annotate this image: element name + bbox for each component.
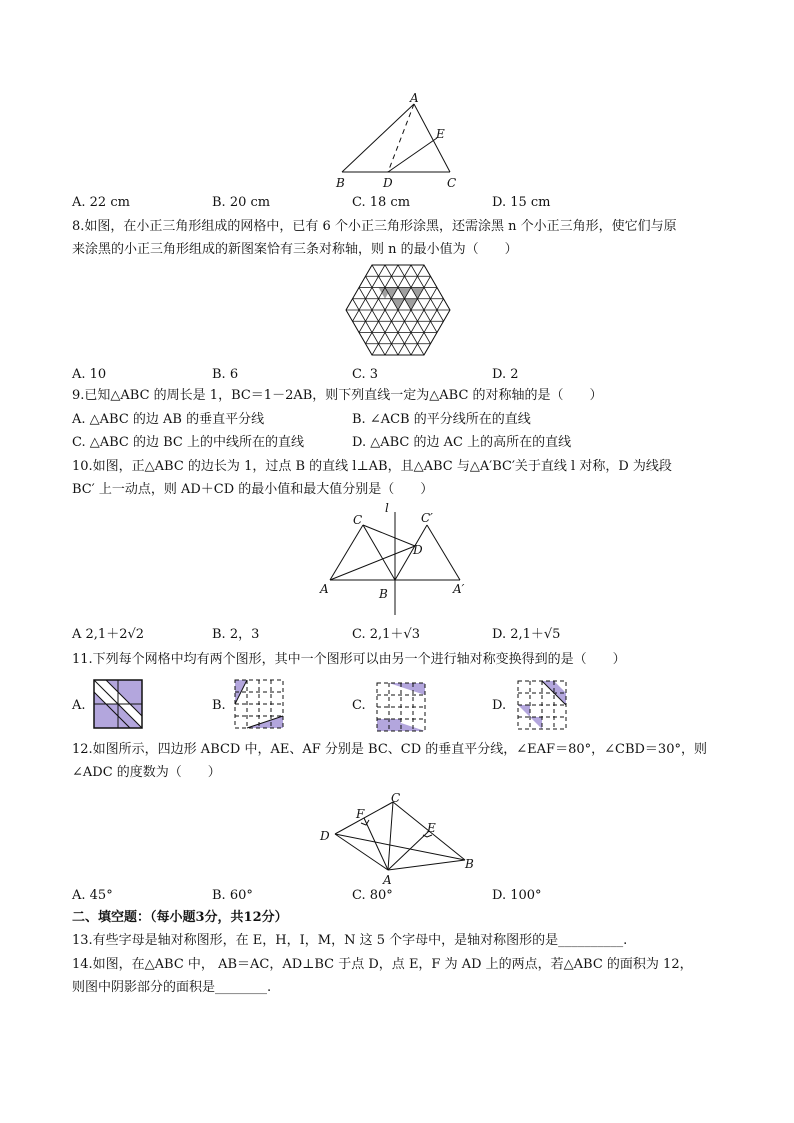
q8-text-line1: 8.如图，在小正三角形组成的网格中，已有 6 个小正三角形涂黑，还需涂黑 n 个小正三角形，使它们与原 <box>72 219 677 234</box>
shaded-triangle <box>392 299 405 310</box>
q10-option-c: C. 2,1＋√3 <box>352 627 420 642</box>
q10-label-d: D <box>413 543 423 557</box>
grid-line <box>338 262 368 362</box>
q12-label-f: F <box>356 807 365 821</box>
grid-line <box>338 262 458 362</box>
q10-option-b: B. 2，3 <box>212 627 260 642</box>
grid-line <box>415 262 458 362</box>
q8-option-a: A. 10 <box>72 367 107 382</box>
q12-option-a: A. 45° <box>72 888 113 903</box>
grid-line <box>338 262 381 362</box>
grid-line <box>415 262 458 362</box>
q12-quadrilateral-figure <box>315 790 485 886</box>
q8-option-b: B. 6 <box>212 367 239 382</box>
q12-label-e: E <box>427 821 436 835</box>
q8-text-line2: 来涂黑的小正三角形组成的新图案恰有三条对称轴，则 n 的最小值为（ ） <box>72 242 518 257</box>
grid-line <box>338 262 458 362</box>
grid-line <box>338 262 458 362</box>
q9-option-b: B. ∠ACB 的平分线所在的直线 <box>352 412 531 427</box>
grid-line <box>338 262 433 362</box>
grid-line <box>338 262 458 362</box>
q7-option-d: D. 15 cm <box>492 195 551 210</box>
q8-option-c: C. 3 <box>352 367 379 382</box>
grid-line <box>338 262 458 362</box>
q10-text-line2: BC′ 上一动点，则 AD＋CD 的最小值和最大值分别是（ ） <box>72 482 434 497</box>
q12-option-c: C. 80° <box>352 888 393 903</box>
q12-label-b: B <box>465 857 474 871</box>
q10-label-b: B <box>379 587 388 601</box>
q10-label-cp: C′ <box>421 511 433 525</box>
grid-line <box>338 262 433 362</box>
q10-label-a: A <box>320 582 329 596</box>
q12-text-line1: 12.如图所示，四边形 ABCD 中，AE、AF 分别是 BC、CD 的垂直平分线，∠EAF＝80°，∠CBD＝30°，则 <box>72 742 707 757</box>
q10-label-l: l <box>385 501 389 515</box>
grid-line <box>338 262 381 362</box>
shaded-triangle <box>398 287 411 298</box>
q7-label-d: D <box>383 176 393 190</box>
grid-line <box>338 262 458 362</box>
q7-option-c: C. 18 cm <box>352 195 411 210</box>
q14-text-line2: 则图中阴影部分的面积是________. <box>72 980 272 995</box>
q7-label-c: C <box>447 176 457 190</box>
q12-label-c: C <box>391 791 401 805</box>
grid-line <box>428 262 458 362</box>
section2-title: 二、填空题：（每小题3分，共12分） <box>72 910 288 925</box>
q11-grid-c-figure <box>375 681 427 733</box>
q9-option-a: A. △ABC 的边 AB 的垂直平分线 <box>72 412 265 427</box>
shaded-triangle <box>405 299 418 310</box>
q11-option-a: A. <box>72 698 86 713</box>
q7-option-b: B. 20 cm <box>212 195 271 210</box>
q7-option-a: A. 22 cm <box>72 195 130 210</box>
q9-option-d: D. △ABC 的边 AC 上的高所在的直线 <box>352 435 572 450</box>
q7-label-a: A <box>410 92 419 105</box>
q11-option-c: C. <box>352 698 366 713</box>
grid-line <box>338 262 458 362</box>
q7-label-e: E <box>436 127 445 141</box>
grid-line <box>428 262 458 362</box>
grid-line <box>338 262 458 362</box>
q10-symmetry-figure <box>315 500 475 618</box>
grid-line <box>338 262 458 362</box>
q10-option-a: A 2,1＋2√2 <box>72 627 145 642</box>
q10-option-d: D. 2,1＋√5 <box>492 627 561 642</box>
q8-option-d: D. 2 <box>492 367 519 382</box>
q7-triangle-figure <box>330 92 465 192</box>
q10-label-ap: A′ <box>453 582 465 596</box>
grid-line <box>363 262 458 362</box>
grid-line <box>338 262 458 362</box>
q14-text-line1: 14.如图，在△ABC 中， AB＝AC，AD⊥BC 于点 D，点 E，F 为 AD 上的两点，若△ABC 的面积为 12， <box>72 957 693 972</box>
q12-label-d: D <box>320 829 330 843</box>
q12-option-d: D. 100° <box>492 888 542 903</box>
q10-text-line1: 10.如图，正△ABC 的边长为 1，过点 B 的直线 l⊥AB，且△ABC 与△A′BC′关于直线 l 对称，D 为线段 <box>72 459 672 474</box>
q12-option-b: B. 60° <box>212 888 253 903</box>
q10-label-c: C <box>353 513 363 527</box>
q11-option-b: B. <box>212 698 226 713</box>
q9-option-c: C. △ABC 的边 BC 上的中线所在的直线 <box>72 435 305 450</box>
q11-grid-b-figure <box>233 678 285 730</box>
q12-text-line2: ∠ADC 的度数为（ ） <box>72 765 221 780</box>
q12-label-a: A <box>383 873 392 886</box>
grid-line <box>338 262 368 362</box>
q11-option-d: D. <box>492 698 507 713</box>
q9-text-line1: 9.已知△ABC 的周长是 1，BC＝1－2AB，则下列直线一定为△ABC 的对称轴的是（ ） <box>72 388 603 403</box>
grid-line <box>338 262 458 362</box>
q11-grid-a-figure <box>92 678 144 730</box>
grid-line <box>338 262 458 362</box>
q11-grid-d-figure <box>516 679 568 731</box>
grid-line <box>363 262 458 362</box>
shaded-triangle <box>411 287 424 298</box>
q13-text-line1: 13.有些字母是轴对称图形，在 E，H，I，M，N 这 5 个字母中，是轴对称图形的是__________. <box>72 933 628 948</box>
grid-line <box>338 262 458 362</box>
grid-line <box>338 262 458 362</box>
q11-text-line1: 11.下列每个网格中均有两个图形，其中一个图形可以由另一个进行轴对称变换得到的是（ ） <box>72 652 626 667</box>
q7-label-b: B <box>336 176 345 190</box>
q8-triangle-grid-figure <box>338 262 458 362</box>
